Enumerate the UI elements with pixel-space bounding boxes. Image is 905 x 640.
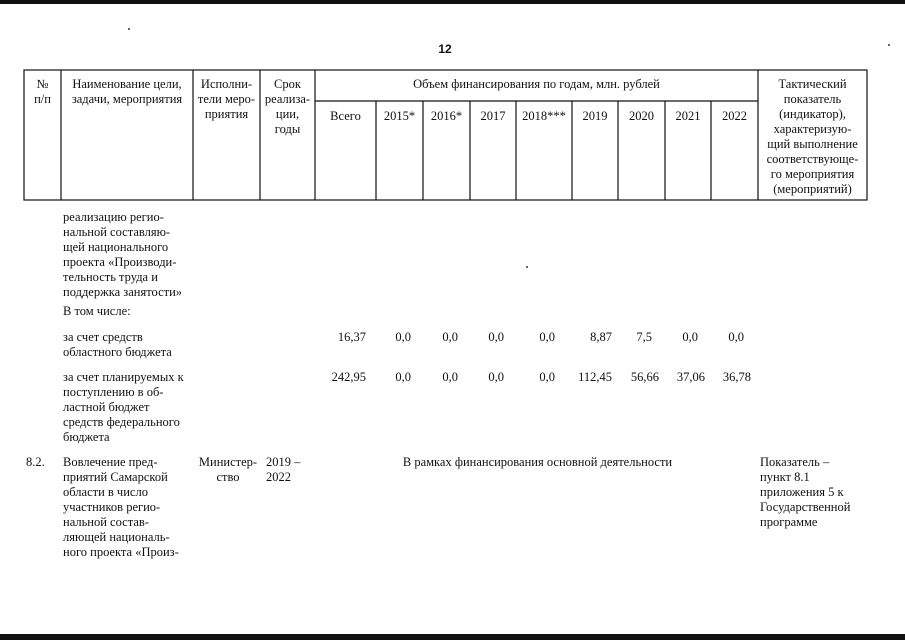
value-cell: 242,95: [331, 370, 366, 384]
header-num: № п/п: [34, 77, 51, 106]
item-name: Вовлечение пред- приятий Самарской области в число участников регио- нальной состав- ляющей националь- ного проекта «Произ-: [63, 455, 179, 559]
year-header: 2019: [582, 109, 608, 123]
value-cell: 7,5: [636, 330, 652, 344]
value-cell: 56,66: [630, 370, 659, 384]
header-funding: Объем финансирования по годам, млн. рублей: [413, 77, 660, 91]
item-number: 8.2.: [26, 455, 45, 469]
value-cell: 0,0: [488, 330, 504, 344]
year-header: 2016*: [430, 109, 463, 123]
value-cell: 0,0: [682, 330, 698, 344]
page-number: 12: [438, 42, 452, 56]
item-funding-note: В рамках финансирования основной деятельности: [402, 455, 673, 469]
year-header: Всего: [330, 109, 361, 123]
continued-item-text: реализацию регио- нальной составляю- щей национального проекта «Производи- тельность труда и поддержка занятости»: [63, 210, 183, 299]
year-header: 2017: [480, 109, 506, 123]
value-cell: 16,37: [337, 330, 366, 344]
value-cell: 36,78: [722, 370, 751, 384]
row-regional-label: за счет средств областного бюджета: [63, 330, 172, 359]
row-federal-label: за счет планируемых к поступлению в об- ластной бюджет средств федерального бюджета: [63, 370, 184, 444]
value-cell: 37,06: [676, 370, 705, 384]
header-name: Наименование цели, задачи, мероприятия: [71, 77, 183, 106]
value-cell: 8,87: [590, 330, 612, 344]
header-term: Срок реализа- ции, годы: [264, 77, 311, 136]
item-executor: Министер- ство: [198, 455, 258, 484]
value-cell: 0,0: [395, 330, 411, 344]
value-cell: 0,0: [442, 370, 458, 384]
value-cell: 0,0: [539, 370, 555, 384]
value-cell: 0,0: [395, 370, 411, 384]
including-label: В том числе:: [63, 304, 131, 318]
item-indicator: Показатель – пункт 8.1 приложения 5 к Государственной программе: [760, 455, 851, 529]
item-term: 2019 – 2022: [266, 455, 301, 484]
value-cell: 0,0: [488, 370, 504, 384]
value-cell: 0,0: [728, 330, 744, 344]
value-cell: 112,45: [578, 370, 612, 384]
year-header: 2022: [722, 109, 747, 123]
value-cell: 0,0: [539, 330, 555, 344]
value-cell: 0,0: [442, 330, 458, 344]
year-header: 2020: [629, 109, 654, 123]
header-executors: Исполни- тели меро- приятия: [197, 77, 256, 121]
year-header: 2018***: [522, 109, 566, 123]
year-header: 2015*: [383, 109, 416, 123]
header-indicator: Тактический показатель (индикатор), характеризую- щий выполнение соответствующе- го мероприятия (мероприятий): [766, 77, 859, 196]
year-header: 2021: [675, 109, 701, 123]
